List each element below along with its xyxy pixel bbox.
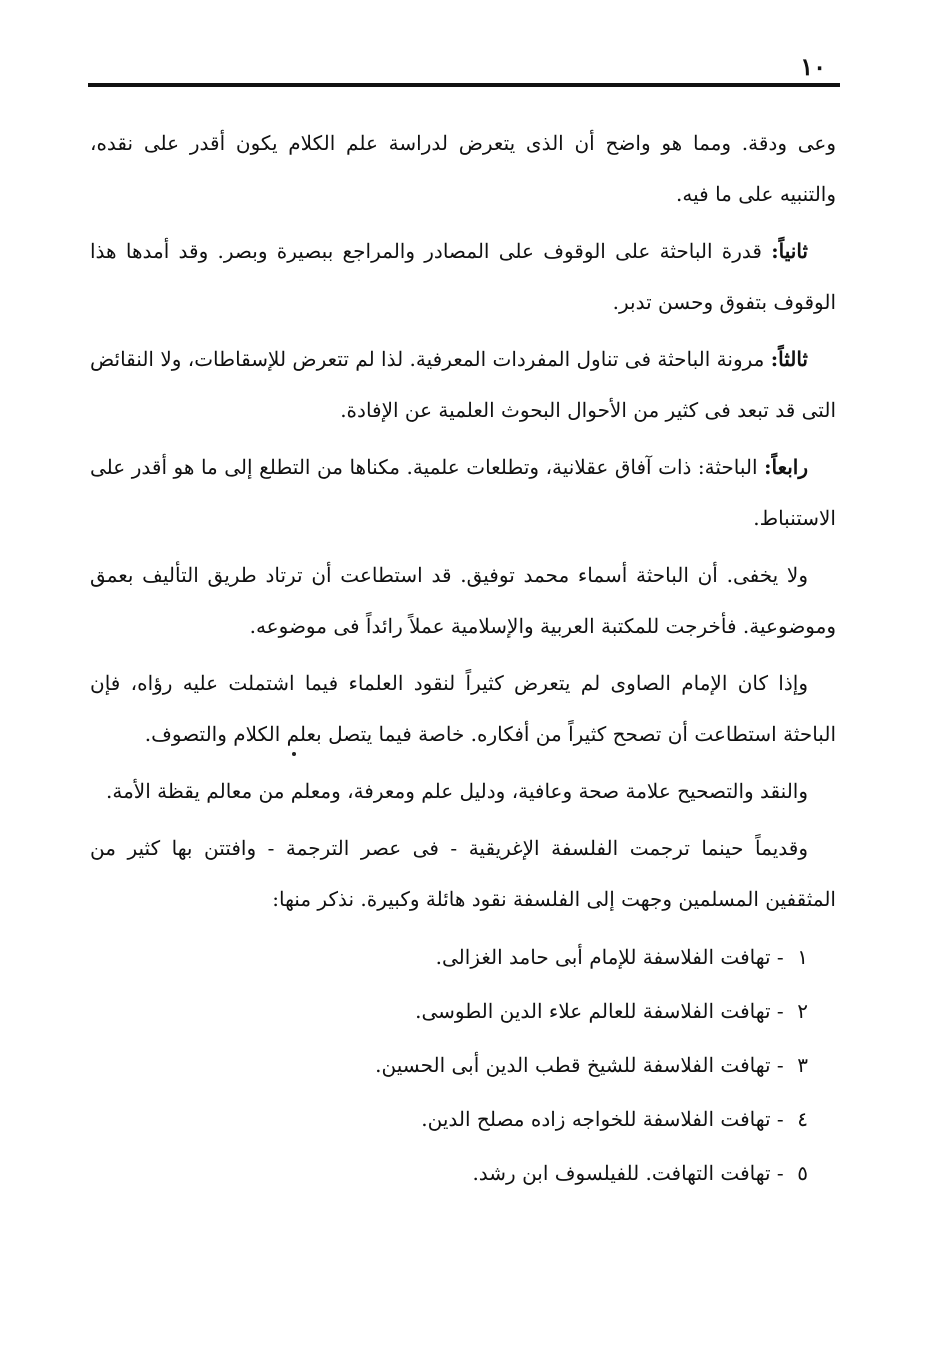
page-number: ١٠	[800, 52, 826, 81]
list-item-text: تهافت الفلاسفة للعالم علاء الدين الطوسى.	[415, 999, 771, 1023]
paragraph	[90, 766, 836, 817]
paragraph	[90, 226, 836, 328]
list-item	[90, 985, 836, 1037]
header-rule	[88, 83, 840, 87]
list-item-number: ٢	[797, 999, 808, 1023]
list-separator: -	[770, 1053, 790, 1077]
list-item-text: تهافت الفلاسفة للشيخ قطب الدين أبى الحسين.	[375, 1053, 771, 1077]
paragraph	[90, 118, 836, 220]
paragraph	[90, 550, 836, 652]
list-separator: -	[770, 945, 790, 969]
numbered-list	[90, 931, 836, 1199]
paragraph-lead: ثالثاً:	[770, 347, 808, 371]
paragraph	[90, 334, 836, 436]
list-item	[90, 1147, 836, 1199]
list-item-text: تهافت التهافت. للفيلسوف ابن رشد.	[472, 1161, 771, 1185]
list-item-text: تهافت الفلاسفة للإمام أبى حامد الغزالى.	[435, 945, 771, 969]
paragraph-text: والنقد والتصحيح علامة صحة وعافية، ودليل علم ومعرفة، ومعلم من معالم يقظة الأمة.	[106, 779, 808, 803]
list-item-number: ٤	[797, 1107, 808, 1131]
paragraph	[90, 658, 836, 760]
list-item	[90, 1093, 836, 1145]
list-separator: -	[770, 999, 790, 1023]
paragraph	[90, 442, 836, 544]
paragraph-text: وإذا كان الإمام الصاوى لم يتعرض كثيراً لنقود العلماء فيما اشتملت عليه رؤاه، فإن الباحثة استطاعت أن تصحح كثيراً من أفكاره. خاصة فيما يتصل بعلم الكلام والتصوف.	[90, 671, 836, 746]
paragraph-text: قدرة الباحثة على الوقوف على المصادر والمراجع ببصيرة وبصر. وقد أمدها هذا الوقوف بتفوق وحسن تدبر.	[90, 239, 836, 314]
list-separator: -	[770, 1107, 790, 1131]
paragraph-text: الباحثة: ذات آفاق عقلانية، وتطلعات علمية. مكناها من التطلع إلى ما هو أقدر على الاستنباط.	[90, 455, 836, 530]
paragraph-text: مرونة الباحثة فى تناول المفردات المعرفية. لذا لم تتعرض للإسقاطات، ولا النقائض التى قد تبعد فى كثير من الأحوال البحوث العلمية عن الإفادة.	[90, 347, 836, 422]
list-item-text: تهافت الفلاسفة للخواجه زاده مصلح الدين.	[421, 1107, 771, 1131]
list-item	[90, 1039, 836, 1091]
page-body	[90, 118, 836, 1201]
list-item-number: ٣	[797, 1053, 808, 1077]
list-item	[90, 931, 836, 983]
list-item-number: ١	[797, 945, 808, 969]
paragraph-lead: رابعاً:	[764, 455, 808, 479]
paragraph-text: وعى ودقة. ومما هو واضح أن الذى يتعرض لدراسة علم الكلام يكون أقدر على نقده، والتنبيه على ما فيه.	[90, 131, 836, 206]
list-item-number: ٥	[797, 1161, 808, 1185]
paragraph-lead: ثانياً:	[771, 239, 808, 263]
paragraph-text: ولا يخفى. أن الباحثة أسماء محمد توفيق. قد استطاعت أن ترتاد طريق التأليف بعمق وموضوعية. فأخرجت للمكتبة العربية والإسلامية عملاً رائداً فى موضوعه.	[90, 563, 836, 638]
scan-speck	[292, 752, 296, 756]
paragraph	[90, 823, 836, 925]
list-separator: -	[770, 1161, 790, 1185]
paragraph-text: وقديماً حينما ترجمت الفلسفة الإغريقية - فى عصر الترجمة - وافتتن بها كثير من المثقفين المسلمين وجهت إلى الفلسفة نقود هائلة وكبيرة. نذكر منها:	[90, 836, 836, 911]
